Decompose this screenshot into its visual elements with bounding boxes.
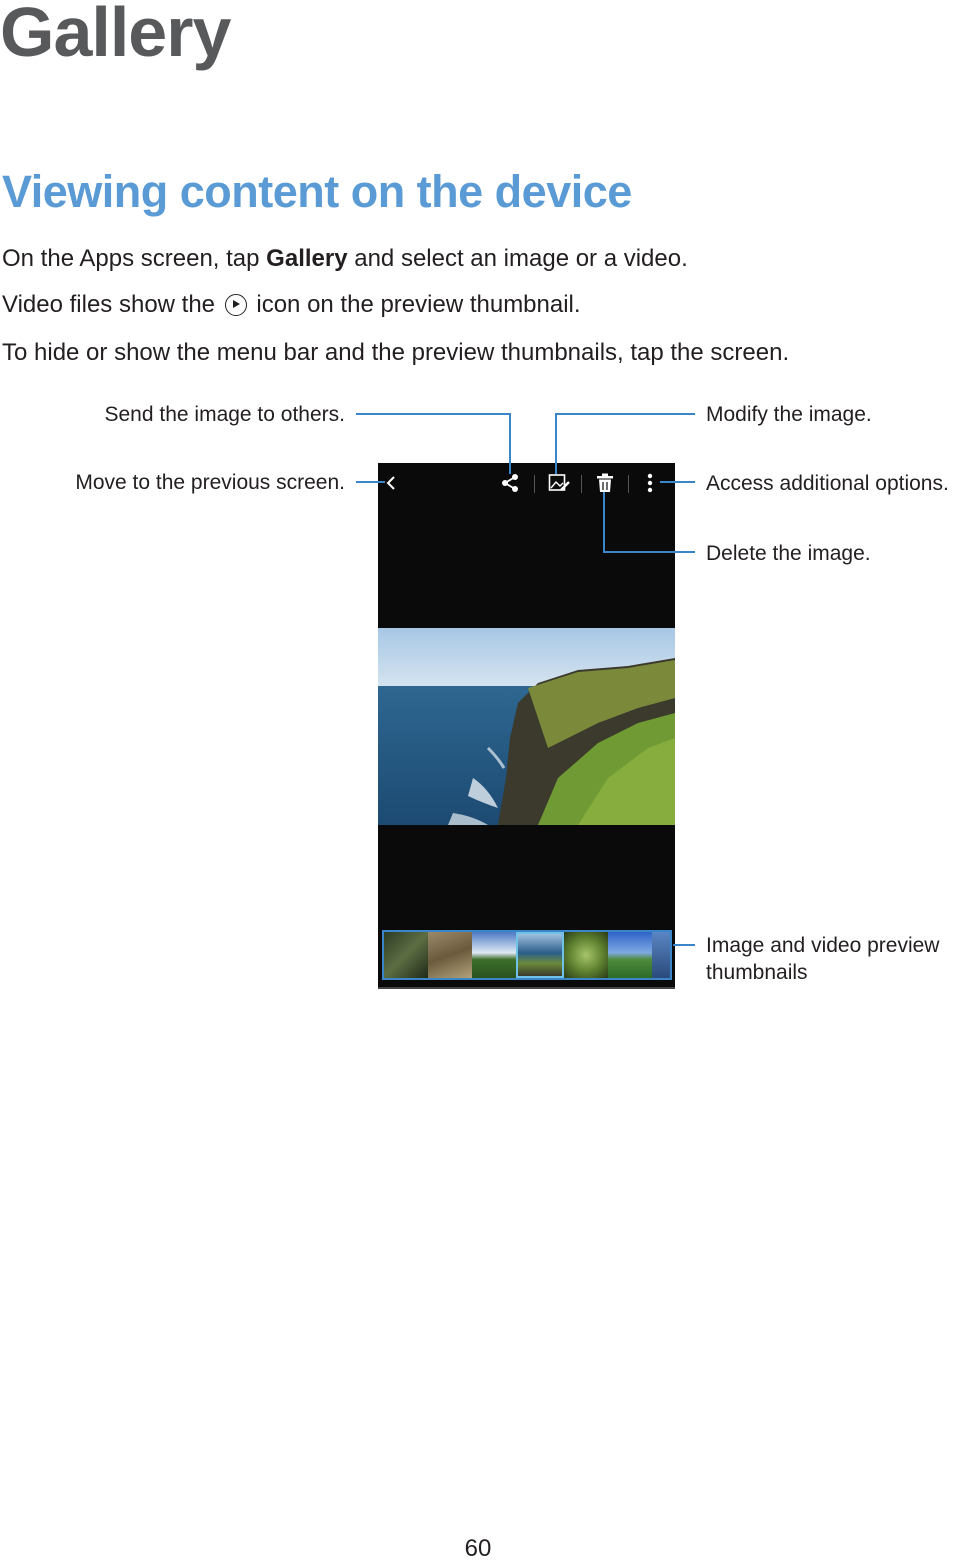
p2-text-before: Video files show the: [2, 291, 222, 318]
callout-delete: Delete the image.: [706, 542, 871, 565]
callout-thumbnails-line1: Image and video preview: [706, 934, 940, 957]
callout-line-send: [356, 414, 510, 474]
section-title: Viewing content on the device: [2, 166, 632, 217]
callout-more: Access additional options.: [706, 472, 949, 495]
p2-text-after: icon on the preview thumbnail.: [249, 291, 581, 318]
gallery-bold-label: Gallery: [266, 245, 348, 272]
p1-text-after: and select an image or a video.: [347, 245, 688, 272]
callout-previous: Move to the previous screen.: [75, 471, 345, 494]
callout-line-delete: [604, 492, 695, 552]
callout-send: Send the image to others.: [104, 403, 345, 426]
chapter-title: Gallery: [0, 0, 231, 71]
callout-modify: Modify the image.: [706, 403, 872, 426]
page-number: 60: [464, 1535, 492, 1562]
callout-thumbnails-line2: thumbnails: [706, 961, 808, 984]
p1-text-before: On the Apps screen, tap: [2, 245, 267, 272]
callout-line-modify: [556, 414, 695, 474]
instruction-paragraph-3: To hide or show the menu bar and the preview thumbnails, tap the screen.: [2, 339, 790, 366]
